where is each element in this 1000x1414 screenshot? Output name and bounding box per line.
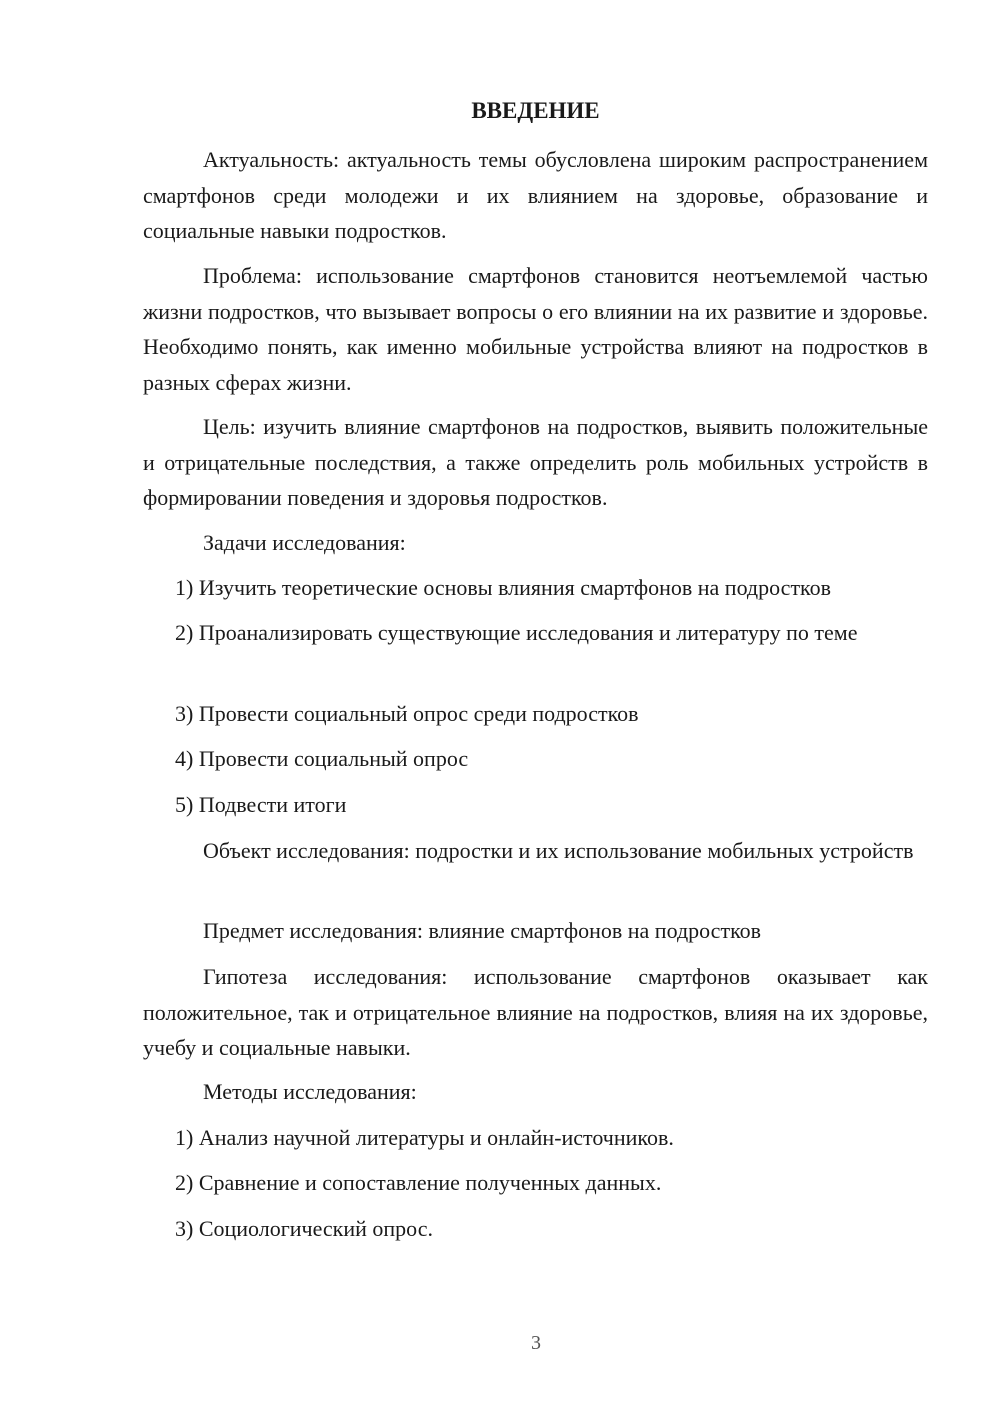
method-item-3: 3) Социологический опрос.	[175, 1216, 433, 1241]
paragraph-relevance: Актуальность: актуальность темы обусловлена широким распространением смартфонов среди молодежи и их влиянием на здоровье, образование и социальные навыки подростков.	[143, 147, 928, 243]
tasks-heading: Задачи исследования:	[203, 530, 406, 555]
task-item-5: 5) Подвести итоги	[175, 792, 347, 817]
page-title: ВВЕДЕНИЕ	[471, 98, 600, 123]
method-item-2: 2) Сравнение и сопоставление полученных данных.	[175, 1170, 662, 1195]
paragraph-subject: Предмет исследования: влияние смартфонов на подростков	[203, 918, 762, 943]
paragraph-object: Объект исследования: подростки и их использование мобильных устройств	[203, 838, 914, 863]
task-item-1: 1) Изучить теоретические основы влияния смартфонов на подростков	[175, 575, 832, 600]
task-item-3: 3) Провести социальный опрос среди подростков	[175, 701, 639, 726]
paragraph-goal: Цель: изучить влияние смартфонов на подростков, выявить положительные и отрицательные последствия, а также определить роль мобильных устройств в формировании поведения и здоровья подростков.	[143, 414, 928, 510]
paragraph-hypothesis: Гипотеза исследования: использование смартфонов оказывает как положительное, так и отрицательное влияние на подростков, влияя на их здоровье, учебу и социальные навыки.	[143, 964, 928, 1060]
paragraph-problem: Проблема: использование смартфонов становится неотъемлемой частью жизни подростков, что вызывает вопросы о его влиянии на их развитие и здоровье. Необходимо понять, как именно мобильные устройства влияют на подростков в разных сферах жизни.	[143, 263, 928, 395]
method-item-1: 1) Анализ научной литературы и онлайн-источников.	[175, 1125, 674, 1150]
page-number: 3	[531, 1332, 541, 1354]
task-item-4: 4) Провести социальный опрос	[175, 746, 469, 771]
methods-heading: Методы исследования:	[203, 1079, 417, 1104]
task-item-2: 2) Проанализировать существующие исследования и литературу по теме	[175, 620, 858, 645]
